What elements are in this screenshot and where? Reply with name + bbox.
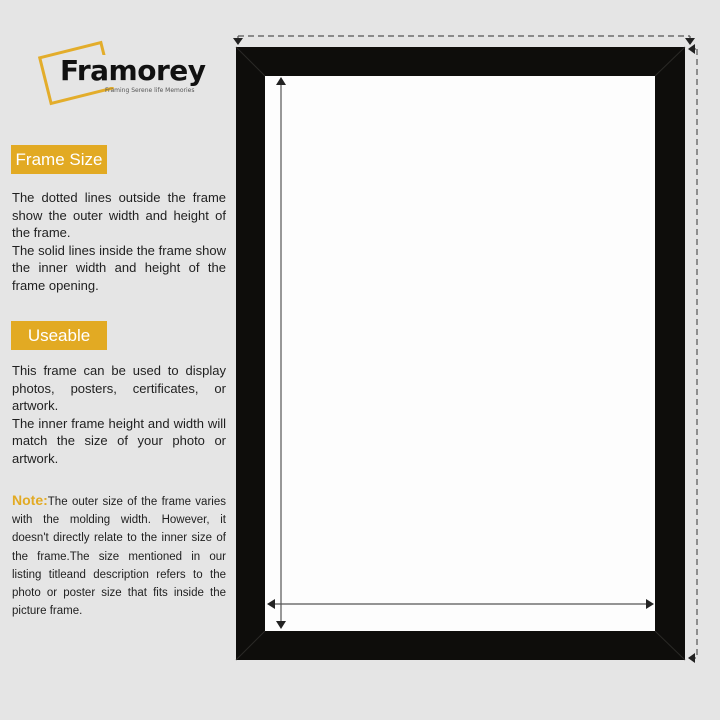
outer-height-dashed-line [690,49,697,658]
note-text: The outer size of the frame varies with the molding width. However, it doesn't directly relate to the inner size of the frame.The size mentioned in our listing titleand description refers to the photo or poster size that fits inside the picture frame. [12,496,226,618]
useable-paragraph: The inner frame height and width will match the size of your photo or artwork. [12,415,226,466]
note-label: Note: [12,492,48,508]
arrow-left-icon [688,653,695,663]
useable-heading: Useable [11,321,107,350]
arrow-down-icon [276,621,286,629]
frame-size-paragraph: The dotted lines outside the frame show the outer width and height of the frame. [12,190,226,240]
arrow-left-icon [267,599,275,609]
useable-paragraph: This frame can be used to display photos, posters, certificates, or artwork. [12,363,226,413]
brand-name: Framorey [60,54,206,87]
brand-tagline: Framing Serene life Memories [105,87,195,94]
arrow-left-icon [688,44,695,54]
frame-size-paragraph: The solid lines inside the frame show the inner width and height of the frame opening. [12,242,226,293]
arrow-right-icon [646,599,654,609]
arrow-down-icon [233,38,243,45]
arrow-up-icon [276,77,286,85]
outer-width-dashed-line [238,36,690,42]
frame-size-heading: Frame Size [11,145,107,174]
arrow-down-icon [685,38,695,45]
